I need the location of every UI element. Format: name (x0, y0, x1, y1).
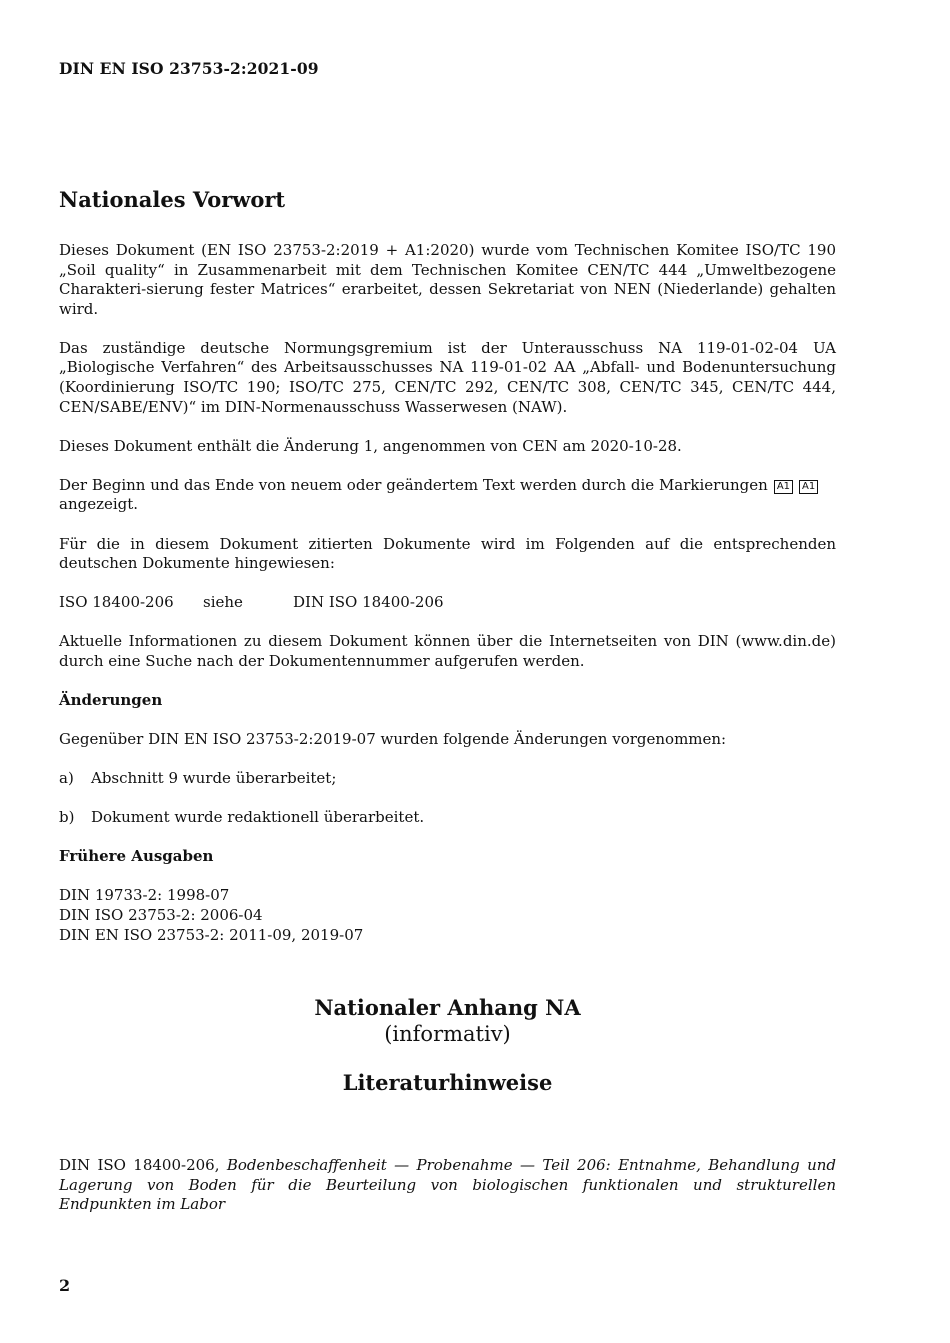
earlier-edition-line: DIN EN ISO 23753-2: 2011-09, 2019-07 (59, 925, 364, 944)
list-item-label: b) (59, 808, 75, 827)
paragraph-5: Für die in diesem Dokument zitierten Dokumente wird im Folgenden auf die entsprechenden deutschen Dokumente hingewiesen: (59, 534, 836, 573)
list-item (59, 769, 836, 789)
page-number: 2 (59, 1276, 71, 1295)
list-item-text: Dokument wurde redaktionell überarbeitet. (91, 808, 425, 827)
reference-mapping-row (59, 593, 836, 613)
reference-iso: ISO 18400-206 (59, 593, 174, 612)
paragraph-1: Dieses Dokument (EN ISO 23753-2:2019 + A1:2020) wurde vom Technischen Komitee ISO/TC 190 „Soil quality“ in Zusammenarbeit mit dem Technischen Komitee CEN/TC 444 „Umweltbezogene Charakteri-sierung fester Matrices“ erarbeitet, dessen Sekretariat von NEN (Niederlande) gehalten wird. (59, 241, 836, 318)
foreword-section (59, 186, 836, 945)
paragraph-6: Aktuelle Informationen zu diesem Dokument können über die Internetseiten von DIN (www.din.de) durch eine Suche nach der Dokumentennummer aufgerufen werden. (59, 632, 836, 670)
annex-subtitle: (informativ) (384, 1022, 511, 1046)
paragraph-4 (59, 476, 836, 515)
paragraph-3: Dieses Dokument enthält die Änderung 1, angenommen von CEN am 2020-10-28. (59, 436, 682, 455)
changes-heading: Änderungen (59, 691, 163, 709)
paragraph-4-tail: angezeigt. (59, 495, 139, 514)
earlier-editions-heading: Frühere Ausgaben (59, 847, 214, 866)
earlier-editions-list (59, 886, 836, 945)
bibliography-ref: DIN ISO 18400-206, (59, 1156, 220, 1174)
bibliography-heading: Literaturhinweise (342, 1070, 553, 1095)
bibliography-title: Bodenbeschaffenheit — Probenahme — Teil 206: Entnahme, Behandlung und Lagerung von Boden für die Beurteilung von biologischen funktionalen und strukturellen Endpunkten im Labor (59, 1156, 836, 1214)
changes-intro: Gegenüber DIN EN ISO 23753-2:2019-07 wurden folgende Änderungen vorgenommen: (59, 730, 727, 749)
reference-din: DIN ISO 18400-206 (293, 593, 444, 612)
list-item (59, 808, 836, 828)
annex-title: Nationaler Anhang NA (314, 995, 581, 1020)
bibliography-entry (59, 1156, 836, 1215)
amendment-end-marker-icon: A1 (799, 480, 818, 494)
amendment-start-marker-icon: A1 (774, 480, 793, 494)
earlier-edition-line: DIN 19733-2: 1998-07 (59, 886, 230, 905)
paragraph-4-text: Der Beginn und das Ende von neuem oder geändertem Text werden durch die Markierungen (59, 475, 768, 494)
list-item-label: a) (59, 769, 74, 788)
document-header: DIN EN ISO 23753-2:2021-09 (59, 59, 319, 78)
section-title: Nationales Vorwort (59, 187, 286, 212)
earlier-edition-line: DIN ISO 23753-2: 2006-04 (59, 906, 263, 925)
reference-separator: siehe (203, 593, 243, 612)
list-item-text: Abschnitt 9 wurde überarbeitet; (91, 769, 337, 788)
paragraph-2: Das zuständige deutsche Normungsgremium ist der Unterausschuss NA 119-01-02-04 UA „Biologische Verfahren“ des Arbeitsausschusses NA 119-01-02 AA „Abfall- und Bodenuntersuchung (Koordinierung ISO/TC 190; ISO/TC 275, CEN/TC 292, CEN/TC 308, CEN/TC 345, CEN/TC 444, CEN/SABE/ENV)“ im DIN-Normenausschuss Wasserwesen (NAW). (59, 338, 836, 416)
